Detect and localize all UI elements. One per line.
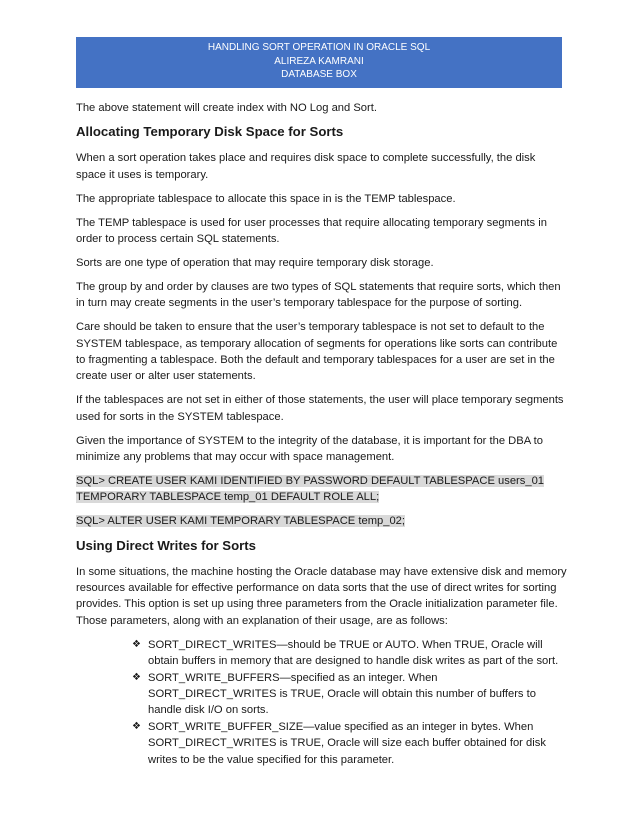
sql-statement: SQL> ALTER USER KAMI TEMPORARY TABLESPACE temp_02; [76, 515, 406, 528]
list-item [132, 637, 568, 670]
sql-block-alter-user [76, 513, 568, 529]
sql-block-create-user [76, 473, 568, 506]
paragraph: Sorts are one type of operation that may require temporary disk storage. [76, 256, 434, 269]
paragraph: Care should be taken to ensure that the user’s temporary tablespace is not set to default to the SYSTEM tablespace, as temporary allocation of segments for operations like sorts can contribute to fragmenting a tablespace. Both the default and temporary tablespaces for a user are set in the create user or alter user statements. [76, 321, 558, 383]
four-diamond-bullet-icon: ❖ [132, 638, 141, 650]
paragraph-intro: The above statement will create index with NO Log and Sort. [76, 102, 377, 114]
paragraph: In some situations, the machine hosting the Oracle database may have extensive disk and memory resources available for effective performance on data sorts that the use of direct writes for sorting provides. This option is set up using three parameters from the Oracle initialization parameter file. Those parameters, along with an explanation of their usage, are as follows: [76, 565, 567, 627]
list-item-text: SORT_WRITE_BUFFERS—specified as an integer. When SORT_DIRECT_WRITES is TRUE, Oracle will obtain this number of buffers to handle disk I/O on sorts. [148, 671, 536, 717]
paragraph: When a sort operation takes place and requires disk space to complete successfully, the disk space it uses is temporary. [76, 152, 536, 181]
paragraph: The TEMP tablespace is used for user processes that require allocating temporary segments in order to process certain SQL statements. [76, 216, 547, 246]
document-header [76, 37, 562, 88]
header-title: HANDLING SORT OPERATION IN ORACLE SQL [207, 42, 431, 53]
paragraph: Given the importance of SYSTEM to the integrity of the database, it is important for the DBA to minimize any problems that may occur with space management. [76, 434, 544, 463]
header-publication: DATABASE BOX [281, 69, 357, 80]
four-diamond-bullet-icon: ❖ [132, 671, 141, 683]
header-author: ALIREZA KAMRANI [274, 55, 364, 67]
list-item [132, 670, 568, 719]
list-item [132, 719, 568, 768]
sql-statement: SQL> CREATE USER KAMI IDENTIFIED BY PASSWORD DEFAULT TABLESPACE users_01 TEMPORARY TABLESPACE temp_01 DEFAULT ROLE ALL; [76, 474, 545, 504]
paragraph: The appropriate tablespace to allocate this space in is the TEMP tablespace. [76, 192, 456, 205]
section-heading-temp-space: Allocating Temporary Disk Space for Sorts [76, 124, 344, 140]
four-diamond-bullet-icon: ❖ [132, 720, 141, 732]
list-item-text: SORT_DIRECT_WRITES—should be TRUE or AUTO. When TRUE, Oracle will obtain buffers in memory that are designed to handle disk writes as part of the sort. [148, 638, 559, 668]
list-item-text: SORT_WRITE_BUFFER_SIZE—value specified as an integer in bytes. When SORT_DIRECT_WRITES is TRUE, Oracle will size each buffer obtained for disk writes to be the value specified for this parameter. [148, 720, 546, 766]
paragraph: If the tablespaces are not set in either of those statements, the user will place temporary segments used for sorts in the SYSTEM tablespace. [76, 394, 564, 423]
paragraph: The group by and order by clauses are two types of SQL statements that require sorts, which then in turn may create segments in the user’s temporary tablespace for the purpose of sorting. [76, 280, 561, 310]
section-heading-direct-writes: Using Direct Writes for Sorts [76, 537, 257, 553]
document-body [76, 100, 568, 768]
parameter-list [76, 637, 568, 768]
